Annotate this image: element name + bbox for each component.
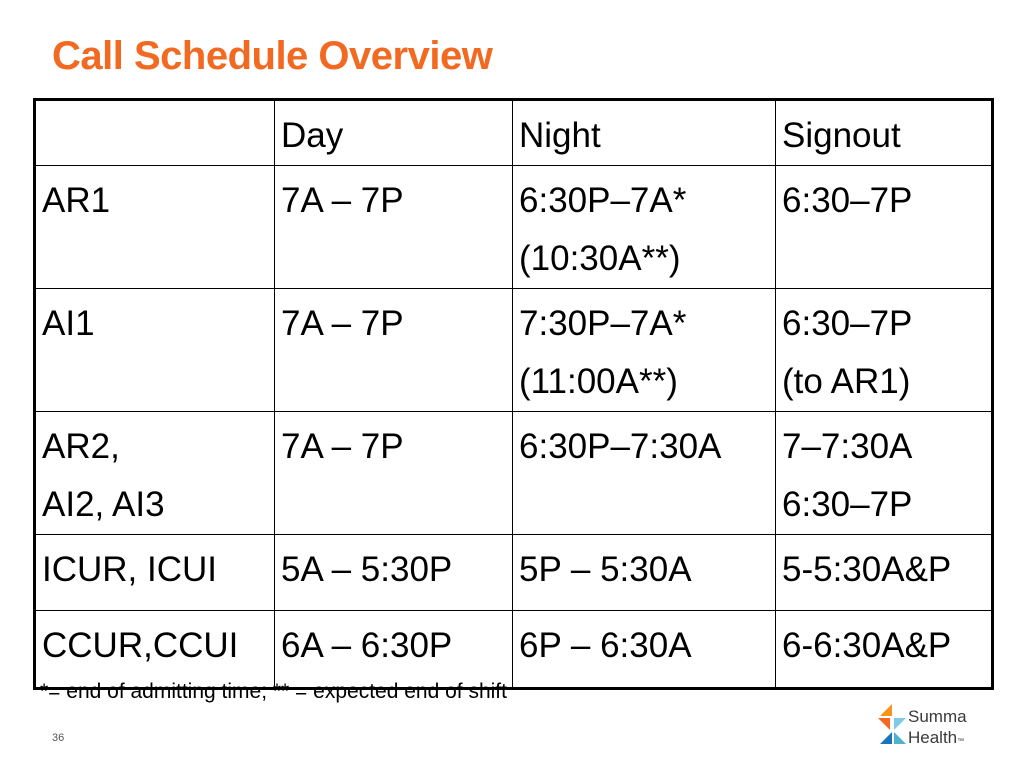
- unit-cell: AR1: [35, 166, 275, 289]
- day-cell: 7A – 7P: [275, 166, 513, 289]
- signout-cell: 5-5:30A&P: [776, 535, 993, 611]
- signout-cell: 7–7:30A 6:30–7P: [776, 412, 993, 535]
- header-cell-unit: [35, 100, 275, 166]
- unit-cell: AI1: [35, 289, 275, 412]
- header-cell-night: Night: [513, 100, 776, 166]
- table-row: [35, 535, 993, 611]
- table-row: [35, 412, 993, 535]
- table-row: [35, 166, 993, 289]
- table-row: [35, 611, 993, 689]
- footnote: *= end of admitting time; ** = expected end of shift: [40, 680, 507, 703]
- night-cell: 6:30P–7A* (10:30A**): [513, 166, 776, 289]
- signout-cell: 6:30–7P: [776, 166, 993, 289]
- night-cell: 6P – 6:30A: [513, 611, 776, 689]
- unit-cell: CCUR,CCUI: [35, 611, 275, 689]
- day-cell: 6A – 6:30P: [275, 611, 513, 689]
- signout-cell: 6-6:30A&P: [776, 611, 993, 689]
- table-header-row: [35, 100, 993, 166]
- logo-wordmark: Summa Health™: [908, 707, 967, 747]
- night-cell: 7:30P–7A* (11:00A**): [513, 289, 776, 412]
- unit-cell: ICUR, ICUI: [35, 535, 275, 611]
- call-schedule-table: [33, 98, 994, 690]
- day-cell: 7A – 7P: [275, 289, 513, 412]
- summa-health-logo: [876, 702, 986, 754]
- slide-title: Call Schedule Overview: [52, 34, 493, 78]
- signout-cell: 6:30–7P (to AR1): [776, 289, 993, 412]
- summa-logo-mark-icon: [876, 702, 910, 748]
- night-cell: 6:30P–7:30A: [513, 412, 776, 535]
- day-cell: 5A – 5:30P: [275, 535, 513, 611]
- header-cell-signout: Signout: [776, 100, 993, 166]
- night-cell: 5P – 5:30A: [513, 535, 776, 611]
- page-number: 36: [52, 732, 65, 744]
- header-cell-day: Day: [275, 100, 513, 166]
- unit-cell: AR2, AI2, AI3: [35, 412, 275, 535]
- day-cell: 7A – 7P: [275, 412, 513, 535]
- table-row: [35, 289, 993, 412]
